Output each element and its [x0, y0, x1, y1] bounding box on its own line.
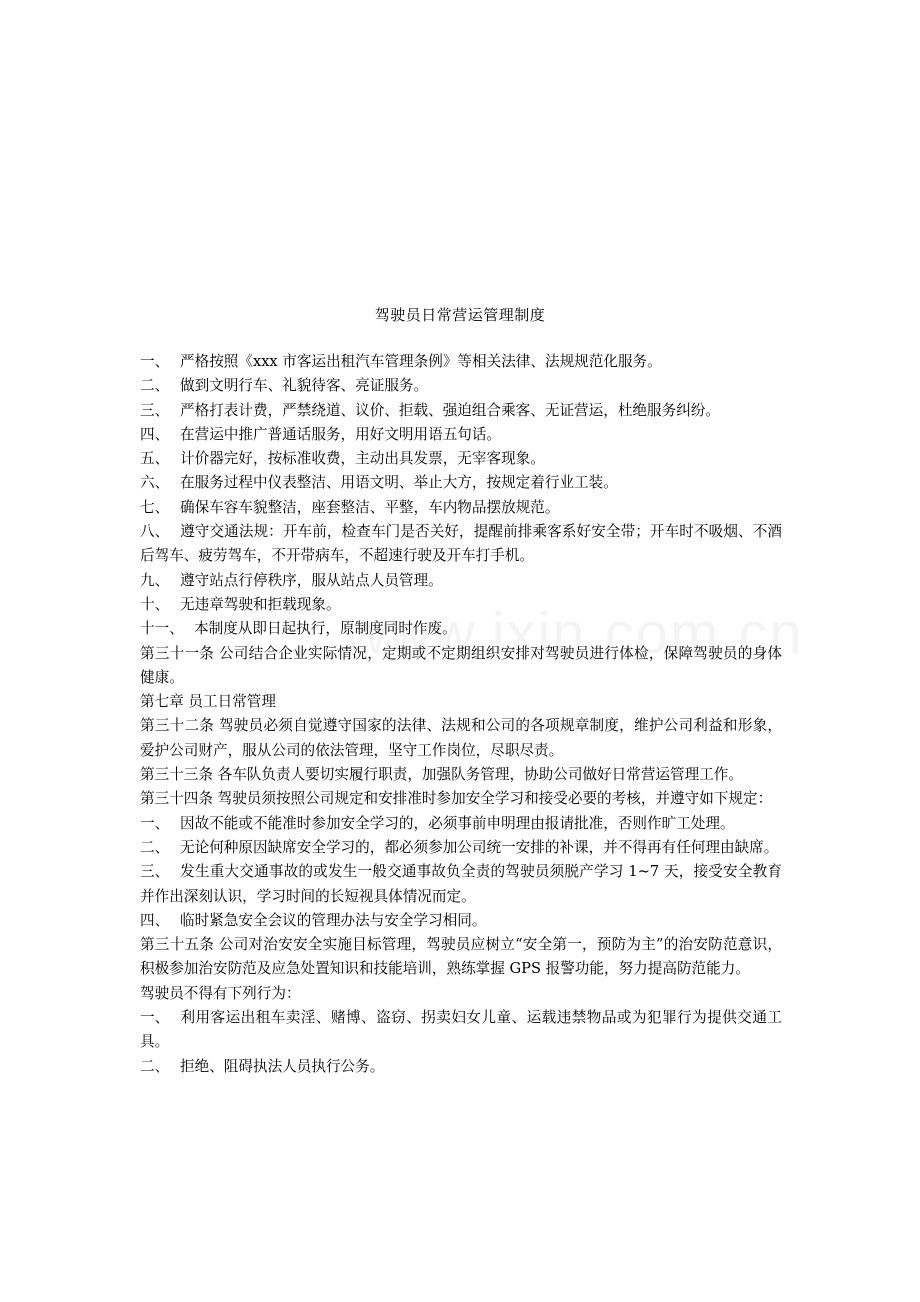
- study-rule-text: 临时紧急安全会议的管理办法与安全学习相同。: [180, 911, 487, 929]
- rule-text: 确保车容车貌整洁，座套整洁、平整，车内物品摆放规范。: [180, 498, 560, 516]
- article-32: 第三十二条 驾驶员必须自觉遵守国家的法律、法规和公司的各项规章制度，维护公司利益和形象，爱护公司财产，服从公司的依法管理，坚守工作岗位，尽职尽责。: [140, 717, 782, 759]
- rule-number: 八、: [140, 523, 170, 541]
- prohibited-intro: 驾驶员不得有下列行为：: [140, 984, 301, 1002]
- study-rule-number: 四、: [140, 911, 170, 929]
- rule-item: [140, 350, 782, 374]
- study-rule-item: [140, 836, 782, 860]
- rule-number: 二、: [140, 377, 170, 395]
- rule-text: 严格打表计费，严禁绕道、议价、拒载、强迫组合乘客、无证营运，杜绝服务纠纷。: [180, 401, 720, 419]
- study-rule-item: [140, 812, 782, 836]
- rule-text: 无违章驾驶和拒载现象。: [180, 595, 341, 613]
- rule-text: 严格按照《xxx 市客运出租汽车管理条例》等相关法律、法规规范化服务。: [180, 353, 662, 370]
- rule-item: [140, 593, 782, 617]
- rule-text: 做到文明行车、礼貌待客、亮证服务。: [180, 377, 429, 395]
- rule-item: [140, 617, 782, 641]
- chapter-heading: 第七章 员工日常管理: [140, 693, 276, 711]
- rule-item: [140, 569, 782, 593]
- study-rule-item: [140, 909, 782, 933]
- rule-number: 九、: [140, 571, 170, 589]
- rule-text: 遵守交通法规：开车前，检查车门是否关好，提醒前排乘客系好安全带；开车时不吸烟、不酒后驾车、疲劳驾车，不开带病车，不超速行驶及开车打手机。: [140, 523, 782, 565]
- rule-item: [140, 496, 782, 520]
- rule-number: 十一、: [140, 620, 184, 638]
- rule-item: [140, 447, 782, 471]
- rule-number: 六、: [140, 474, 170, 492]
- prohibited-text: 拒绝、阻碍执法人员执行公务。: [180, 1057, 385, 1075]
- study-rule-item: [140, 860, 782, 909]
- study-rule-number: 三、: [140, 863, 170, 881]
- article-33: 第三十三条 各车队负责人要切实履行职责，加强队务管理，协助公司做好日常营运管理工作。: [140, 766, 743, 784]
- rule-text: 计价器完好，按标准收费，主动出具发票，无宰客现象。: [180, 450, 545, 468]
- document-body: [140, 350, 782, 1079]
- article-34: 第三十四条 驾驶员须按照公司规定和安排准时参加安全学习和接受必要的考核，并遵守如下规定：: [140, 790, 773, 808]
- rule-number: 五、: [140, 450, 170, 468]
- prohibited-item: [140, 1055, 782, 1079]
- prohibited-number: 二、: [140, 1057, 170, 1075]
- rule-number: 四、: [140, 425, 170, 443]
- rule-text: 遵守站点行停秩序，服从站点人员管理。: [180, 571, 443, 589]
- prohibited-item: [140, 1006, 782, 1055]
- rule-text: 本制度从即日起执行，原制度同时作废。: [194, 620, 457, 638]
- document-title: 驾驶员日常营运管理制度: [374, 306, 546, 324]
- rule-number: 三、: [140, 401, 170, 419]
- rule-number: 一、: [140, 353, 170, 370]
- rule-number: 十、: [140, 595, 170, 613]
- prohibited-number: 一、: [140, 1009, 170, 1027]
- study-rule-text: 无论何种原因缺席安全学习的，都必须参加公司统一安排的补课，并不得再有任何理由缺席。: [180, 838, 779, 856]
- article-31: 第三十一条 公司结合企业实际情况，定期或不定期组织安排对驾驶员进行体检，保障驾驶员的身体健康。: [140, 644, 782, 686]
- study-rule-text: 因故不能或不能准时参加安全学习的，必须事前申明理由报请批准，否则作旷工处理。: [180, 814, 735, 832]
- study-rule-number: 一、: [140, 814, 170, 832]
- rule-item: [140, 399, 782, 423]
- rule-number: 七、: [140, 498, 170, 516]
- rule-item: [140, 471, 782, 495]
- rule-item: [140, 423, 782, 447]
- rule-text: 在服务过程中仪表整洁、用语文明、举止大方，按规定着行业工装。: [180, 474, 618, 492]
- rule-item: [140, 374, 782, 398]
- rule-item: [140, 520, 782, 569]
- rule-text: 在营运中推广普通话服务，用好文明用语五句话。: [180, 425, 502, 443]
- article-35: 第三十五条 公司对治安安全实施目标管理，驾驶员应树立“安全第一，预防为主”的治安防范意识，积极参加治安防范及应急处置知识和技能培训，熟练掌握 GPS 报警功能，努力提高防范能力。: [140, 936, 782, 978]
- prohibited-text: 利用客运出租车卖淫、赌博、盗窃、拐卖妇女儿童、运载违禁物品或为犯罪行为提供交通工具。: [140, 1009, 782, 1051]
- study-rule-number: 二、: [140, 838, 170, 856]
- study-rule-text: 发生重大交通事故的或发生一般交通事故负全责的驾驶员须脱产学习 1~7 天，接受安全教育并作出深刻认识，学习时间的长短视具体情况而定。: [140, 863, 782, 905]
